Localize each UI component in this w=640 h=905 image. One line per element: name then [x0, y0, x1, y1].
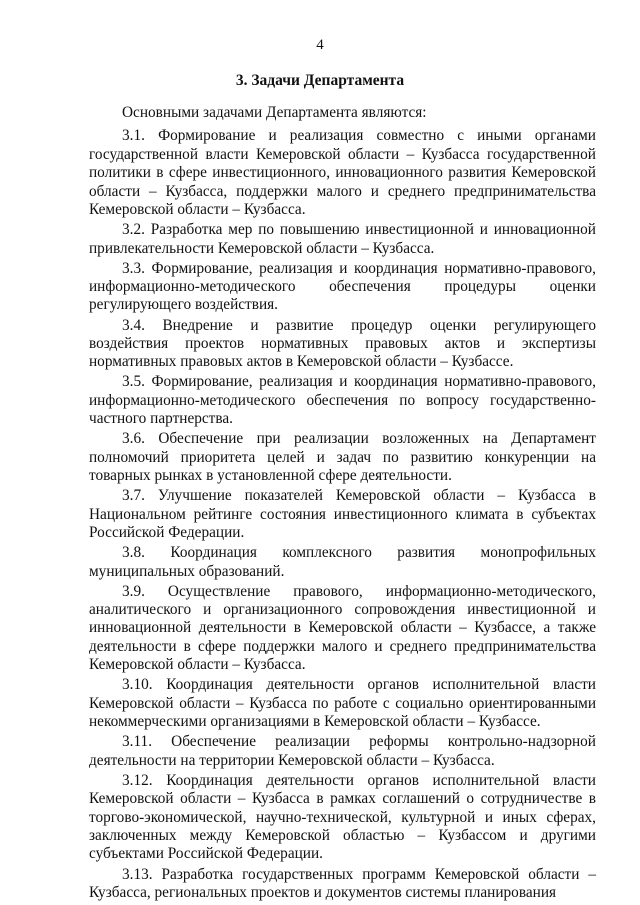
- task-item-3-1: 3.1. Формирование и реализация совместно с иными органами государственной власти Кемеровской области – Кузбасса государственной политики в сфере инвестиционного, инновационного развития Кемеровской области – Кузбасса, поддержки малого и среднего предпринимательства Кемеровской области – Кузбасса.: [89, 127, 596, 219]
- task-item-3-9: 3.9. Осуществление правового, информационно-методического, аналитического и организационного сопровождения инвестиционной и инновационной деятельности в Кемеровской области – Кузбассе, а также деятельности в сфере поддержки малого и среднего предпринимательства Кемеровской области – Кузбасса.: [89, 582, 596, 674]
- task-item-3-3: 3.3. Формирование, реализация и координация нормативно-правового, информационно-методического обеспечения процедуры оценки регулирующего воздействия.: [89, 259, 596, 314]
- task-item-3-7: 3.7. Улучшение показателей Кемеровской области – Кузбасса в Национальном рейтинге состояния инвестиционного климата в субъектах Российской Федерации.: [89, 487, 596, 542]
- task-item-3-13: 3.13. Разработка государственных программ Кемеровской области – Кузбасса, региональных проектов и документов системы планирования: [89, 865, 596, 901]
- task-item-3-11: 3.11. Обеспечение реализации реформы контрольно-надзорной деятельности на территории Кемеровской области – Кузбасса.: [89, 733, 596, 769]
- task-item-3-10: 3.10. Координация деятельности органов исполнительной власти Кемеровской области – Кузбасса по работе с социально ориентированными некоммерческими организациями в Кемеровской области – Кузбассе.: [89, 676, 596, 731]
- task-item-3-4: 3.4. Внедрение и развитие процедур оценки регулирующего воздействия проектов нормативных правовых актов и экспертизы нормативных правовых актов в Кемеровской области – Кузбассе.: [89, 316, 596, 371]
- task-item-3-6: 3.6. Обеспечение при реализации возложенных на Департамент полномочий приоритета целей и задач по развитию конкуренции на товарных рынках в установленной сфере деятельности.: [89, 430, 596, 485]
- intro-paragraph: Основными задачами Департамента являются:: [122, 104, 427, 121]
- section-body: [89, 104, 596, 902]
- page-number: 4: [316, 37, 324, 53]
- task-item-3-8: 3.8. Координация комплексного развития монопрофильных муниципальных образований.: [89, 544, 596, 580]
- task-item-3-5: 3.5. Формирование, реализация и координация нормативно-правового, информационно-методического обеспечения по вопросу государственно-частного партнерства.: [89, 373, 596, 428]
- task-item-3-2: 3.2. Разработка мер по повышению инвестиционной и инновационной привлекательности Кемеровской области – Кузбасса.: [89, 221, 596, 257]
- task-item-3-12: 3.12. Координация деятельности органов исполнительной власти Кемеровской области – Кузбасса в рамках соглашений о сотрудничестве в торгово-экономической, научно-технической, культурной и иных сферах, заключенных между Кемеровской областью – Кузбассом и другими субъектами Российской Федерации.: [89, 771, 596, 863]
- section-title: 3. Задачи Департамента: [235, 72, 405, 89]
